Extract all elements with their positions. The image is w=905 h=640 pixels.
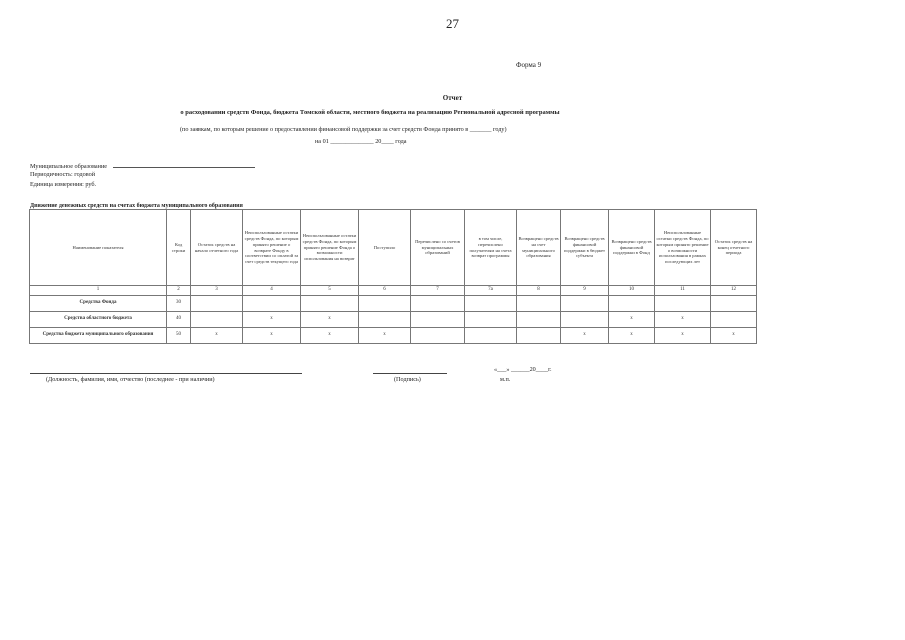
column-number: 10 bbox=[609, 286, 655, 296]
table-cell[interactable]: x bbox=[301, 328, 359, 344]
stamp-place: м.п. bbox=[500, 376, 511, 383]
column-header: Перечислено со счетов муниципальных образований bbox=[411, 210, 465, 286]
table-cell[interactable] bbox=[517, 296, 561, 312]
column-header: Код строки bbox=[167, 210, 191, 286]
table-cell[interactable] bbox=[465, 328, 517, 344]
signature-caption: (Подпись) bbox=[394, 376, 421, 383]
table-cell[interactable]: x bbox=[609, 328, 655, 344]
position-caption: (Должность, фамилия, имя, отчество (последнее - при наличии) bbox=[46, 376, 215, 383]
table-cell[interactable]: x bbox=[609, 312, 655, 328]
table-cell[interactable] bbox=[465, 312, 517, 328]
table-cell[interactable] bbox=[517, 328, 561, 344]
row-code: 30 bbox=[167, 296, 191, 312]
column-number: 6 bbox=[359, 286, 411, 296]
table-cell[interactable] bbox=[561, 296, 609, 312]
table-cell[interactable] bbox=[411, 296, 465, 312]
table-cell[interactable] bbox=[301, 296, 359, 312]
table-row bbox=[30, 328, 757, 344]
column-header: Остаток средств на начало отчетного года bbox=[191, 210, 243, 286]
table-column-number-row bbox=[30, 286, 757, 296]
column-header: Поступило bbox=[359, 210, 411, 286]
column-number: 7а bbox=[465, 286, 517, 296]
page-number: 27 bbox=[446, 16, 459, 31]
row-code: 40 bbox=[167, 312, 191, 328]
section-title: Движение денежных средств на счетах бюджета муниципального образования bbox=[30, 203, 243, 209]
signature-date: «___» ______20____г. bbox=[494, 366, 552, 373]
table-cell[interactable]: x bbox=[561, 328, 609, 344]
table-cell[interactable]: x bbox=[711, 328, 757, 344]
column-number: 2 bbox=[167, 286, 191, 296]
table-cell[interactable] bbox=[411, 328, 465, 344]
table-cell[interactable] bbox=[359, 296, 411, 312]
column-number: 9 bbox=[561, 286, 609, 296]
table-row bbox=[30, 312, 757, 328]
row-name: Средства Фонда bbox=[30, 296, 167, 312]
column-number: 4 bbox=[243, 286, 301, 296]
table-cell[interactable]: x bbox=[301, 312, 359, 328]
row-code: 50 bbox=[167, 328, 191, 344]
funds-movement-table bbox=[29, 209, 757, 344]
column-number: 8 bbox=[517, 286, 561, 296]
table-cell[interactable] bbox=[359, 312, 411, 328]
column-header: Возвращено средств финансовой поддержки в Фонд bbox=[609, 210, 655, 286]
municipality-field bbox=[30, 161, 255, 170]
column-number: 11 bbox=[655, 286, 711, 296]
position-signature-line bbox=[30, 373, 302, 374]
form-label: Форма 9 bbox=[516, 61, 542, 69]
column-header: в том числе, перечислено получателям на счета возврат программы bbox=[465, 210, 517, 286]
table-cell[interactable]: x bbox=[243, 328, 301, 344]
municipality-blank bbox=[113, 161, 255, 168]
table-row bbox=[30, 296, 757, 312]
column-header: Наименование показателя bbox=[30, 210, 167, 286]
table-cell[interactable] bbox=[711, 312, 757, 328]
unit-of-measure: Единица измерения: руб. bbox=[30, 181, 97, 188]
table-cell[interactable] bbox=[465, 296, 517, 312]
column-number: 3 bbox=[191, 286, 243, 296]
table-cell[interactable]: x bbox=[359, 328, 411, 344]
column-header: Неиспользованные остатки средств Фонда, по которым принято решение о возврате Фонду в соответствии со оплатой за счет средств текущего года bbox=[243, 210, 301, 286]
municipality-label: Муниципальное образование bbox=[30, 163, 108, 170]
table-header-row bbox=[30, 210, 757, 286]
table-cell[interactable]: x bbox=[243, 312, 301, 328]
table-cell[interactable] bbox=[561, 312, 609, 328]
column-header: Возвращено средств финансовой поддержки в бюджет субъекта bbox=[561, 210, 609, 286]
table-cell[interactable] bbox=[243, 296, 301, 312]
report-note: (по заявкам, по которым решение о предоставлении финансовой поддержки за счет средств Фонда принято в _______ году) bbox=[180, 126, 507, 133]
report-date-line: на 01 ______________ 20____ года bbox=[315, 138, 407, 145]
table-cell[interactable]: x bbox=[655, 328, 711, 344]
column-number: 1 bbox=[30, 286, 167, 296]
column-header: Неиспользованные остатки средств Фонда, по которым принято решение о возможности использования в рамках последующих лет bbox=[655, 210, 711, 286]
table-cell[interactable] bbox=[411, 312, 465, 328]
column-header: Возвращено средств на счет муниципального образования bbox=[517, 210, 561, 286]
column-number: 7 bbox=[411, 286, 465, 296]
column-header: Неиспользованные остатки средств Фонда, по которым принято решение Фонда о возможности использования на возврат bbox=[301, 210, 359, 286]
report-subtitle: о расходовании средств Фонда, бюджета Томской области, местного бюджета на реализацию Региональной адресной программы bbox=[180, 109, 560, 116]
table-cell[interactable] bbox=[191, 312, 243, 328]
signature-line bbox=[373, 373, 447, 374]
row-name: Средства областного бюджета bbox=[30, 312, 167, 328]
table-cell[interactable] bbox=[191, 296, 243, 312]
table-cell[interactable] bbox=[517, 312, 561, 328]
report-title: Отчет bbox=[442, 94, 463, 102]
row-name: Средства бюджета муниципального образования bbox=[30, 328, 167, 344]
column-header: Остаток средств на конец отчетного периода bbox=[711, 210, 757, 286]
table-cell[interactable] bbox=[655, 296, 711, 312]
column-number: 12 bbox=[711, 286, 757, 296]
table-cell[interactable] bbox=[711, 296, 757, 312]
table-cell[interactable]: x bbox=[191, 328, 243, 344]
periodicity: Периодичность: годовой bbox=[30, 171, 96, 178]
table-cell[interactable]: x bbox=[655, 312, 711, 328]
table-cell[interactable] bbox=[609, 296, 655, 312]
column-number: 5 bbox=[301, 286, 359, 296]
